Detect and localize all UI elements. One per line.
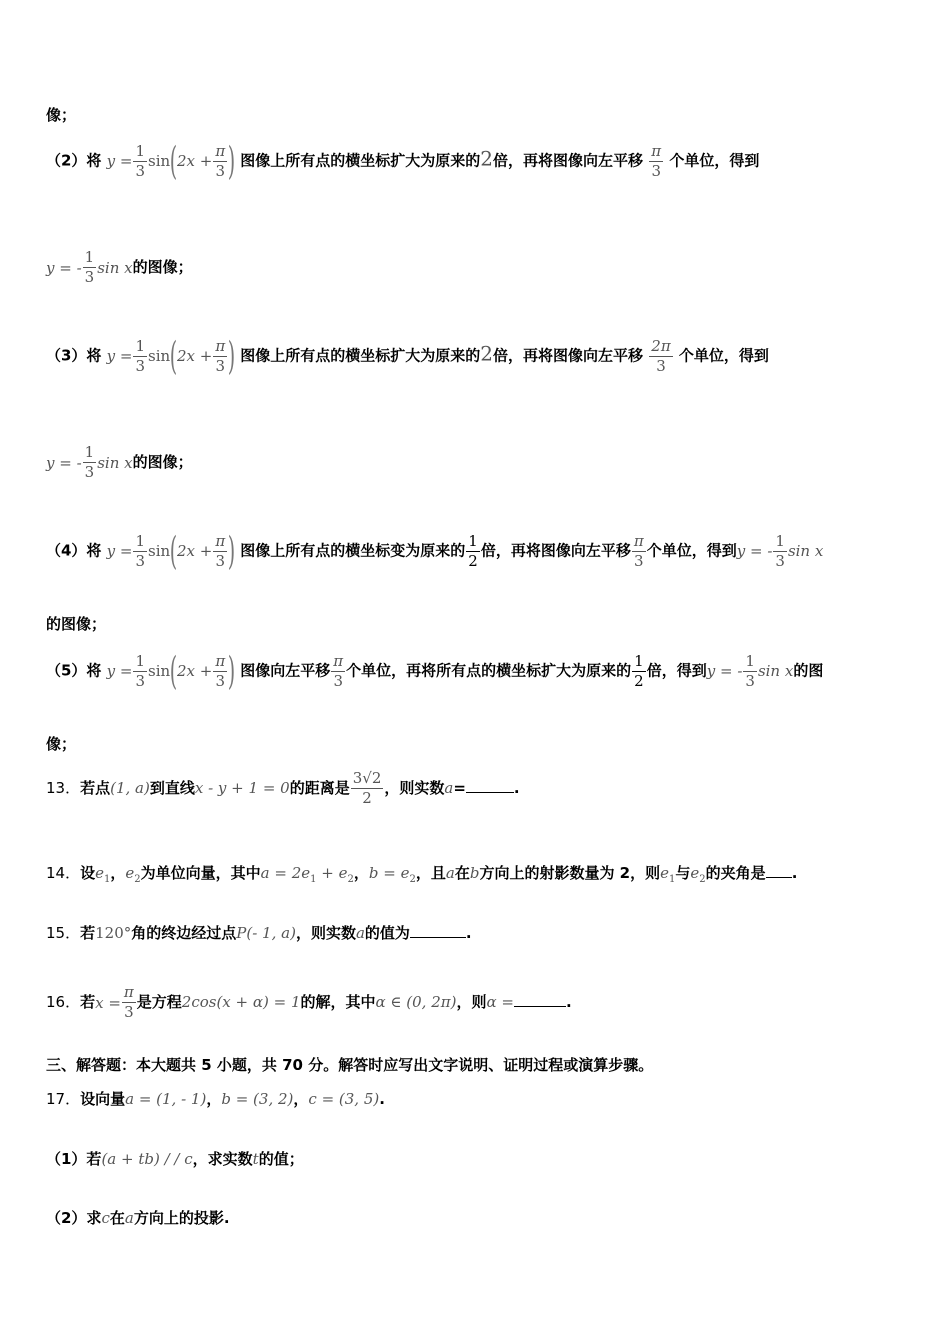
fraction: $\frac{2\pi}{3}$ xyxy=(651,336,671,375)
math: a = (1, - 1) xyxy=(125,1090,207,1108)
math: (1, a) xyxy=(110,779,150,797)
math: 2cos(x + α) = 1 xyxy=(181,993,301,1011)
text: 的图像； xyxy=(132,258,193,276)
text: 倍，得到 xyxy=(646,661,707,680)
text: 图像向左平移 xyxy=(240,661,331,680)
text: 图像上所有点的横坐标扩大为原来的 xyxy=(240,346,481,365)
item-label: （5）将 xyxy=(46,661,102,680)
item-2 xyxy=(46,139,910,183)
item-4 xyxy=(46,529,910,573)
answer-blank[interactable] xyxy=(410,923,466,938)
formula: y = - $\frac{1}{3}$ sin x xyxy=(706,651,794,690)
text: 个单位，再将所有点的横坐标扩大为原来的 xyxy=(346,661,632,680)
math: $e_2$ xyxy=(125,864,141,885)
math: (- 1, a) xyxy=(246,924,296,942)
fraction: $\frac{\pi}{3}$ xyxy=(633,531,644,570)
item-label: （3）将 xyxy=(46,346,102,365)
formula: y = - $\frac{1}{3}$ sin x xyxy=(46,248,133,286)
question-number: 15． xyxy=(46,924,81,942)
text-line xyxy=(46,104,910,125)
text: 个单位，得到 xyxy=(646,541,737,560)
question-number: 13． xyxy=(46,779,81,797)
item-4-tail xyxy=(46,613,910,634)
math: $e_2$ xyxy=(690,864,706,885)
math: $e_1$ xyxy=(660,864,676,885)
math: x - y + 1 = 0 xyxy=(194,779,290,797)
formula: y = $\frac{1}{3}$ sin ( 2x + $\frac{\pi}{3}$ ) xyxy=(106,334,236,378)
item-3 xyxy=(46,334,910,378)
fraction: $\frac{\pi}{3}$ xyxy=(651,141,662,180)
item-5-tail xyxy=(46,733,910,754)
question-number: 14． xyxy=(46,864,81,882)
text: 的图像； xyxy=(46,615,107,633)
text: 的图 xyxy=(793,661,824,680)
item-label: （2）将 xyxy=(46,151,102,170)
answer-blank[interactable] xyxy=(514,992,566,1007)
math: (a + tb) / / c xyxy=(101,1150,193,1168)
math: α ∈ (0, 2π) xyxy=(375,993,457,1011)
math: b = (3, 2) xyxy=(221,1090,294,1108)
math: a xyxy=(444,779,454,797)
math: α = xyxy=(486,993,514,1011)
text: 个单位，得到 xyxy=(678,346,769,365)
text: 图像上所有点的横坐标扩大为原来的 xyxy=(240,151,481,170)
text: 倍，再将图像向左平移 xyxy=(493,151,644,170)
text: 像； xyxy=(46,106,77,124)
answer-blank[interactable] xyxy=(466,778,514,793)
text: 像； xyxy=(46,735,77,753)
text: 个单位，得到 xyxy=(669,151,760,170)
question-17: 17．设向量a = (1, - 1)，b = (3, 2)，c = (3, 5). xyxy=(46,1090,385,1108)
section-heading: 三、解答题：本大题共 5 小题，共 70 分。解答时应写出文字说明、证明过程或演算步骤。 xyxy=(46,1056,654,1074)
text: 图像上所有点的横坐标变为原来的 xyxy=(240,541,466,560)
formula: y = $\frac{1}{3}$ sin ( 2x + $\frac{\pi}{3}$ ) xyxy=(106,649,236,693)
text: 的图像； xyxy=(132,453,193,471)
question-number: 16． xyxy=(46,993,81,1011)
math: 120° xyxy=(95,924,132,942)
formula: y = $\frac{1}{3}$ sin ( 2x + $\frac{\pi}{3}$ ) xyxy=(106,139,236,183)
item-3-result xyxy=(46,445,910,480)
text: 倍，再将图像向左平移 xyxy=(480,541,631,560)
math: $e_1$ xyxy=(95,864,111,885)
item-5 xyxy=(46,649,910,693)
question-17-part-2: （2）求c在a方向上的投影. xyxy=(46,1209,230,1227)
formula: x = $\frac{\pi}{3}$ xyxy=(95,983,134,1021)
math: 2 xyxy=(480,146,494,171)
math: $b = e_2$ xyxy=(368,864,416,885)
question-14: 14．设$e_1$，$e_2$为单位向量，其中$a = 2e_1 + e_2$，$b = e_2$，且a在b方向上的射影数量为 2，则$e_1$与$e_2$的夹角是 . xyxy=(46,864,798,885)
question-13: 13．若点(1, a)到直线x - y + 1 = 0的距离是 $\frac{3√2}{2}$ ，则实数a= . xyxy=(46,769,520,807)
text: 倍，再将图像向左平移 xyxy=(493,346,644,365)
item-2-result xyxy=(46,250,910,285)
formula: y = - $\frac{1}{3}$ sin x xyxy=(736,531,824,570)
fraction: $\frac{1}{2}$ xyxy=(468,531,478,570)
formula: y = $\frac{1}{3}$ sin ( 2x + $\frac{\pi}{3}$ ) xyxy=(106,529,236,573)
question-number: 17． xyxy=(46,1090,81,1108)
math: 2 xyxy=(480,341,494,366)
fraction: $\frac{1}{2}$ xyxy=(634,651,644,690)
question-15: 15．若120°角的终边经过点P(- 1, a)，则实数a的值为 . xyxy=(46,924,472,942)
question-17-part-1: （1）若(a + tb) / / c，求实数t的值； xyxy=(46,1150,304,1168)
formula: y = - $\frac{1}{3}$ sin x xyxy=(46,443,133,481)
answer-blank[interactable] xyxy=(766,863,792,878)
math: c = (3, 5) xyxy=(308,1090,380,1108)
question-16: 16．若 x = $\frac{\pi}{3}$ 是方程2cos(x + α) = 1的解，其中α ∈ (0, 2π)，则α = . xyxy=(46,983,572,1021)
item-label: （4）将 xyxy=(46,541,102,560)
math: P xyxy=(236,924,247,942)
fraction: $\frac{\pi}{3}$ xyxy=(333,651,344,690)
math: $a = 2e_1 + e_2$ xyxy=(260,864,354,885)
fraction: $\frac{3√2}{2}$ xyxy=(352,769,382,807)
